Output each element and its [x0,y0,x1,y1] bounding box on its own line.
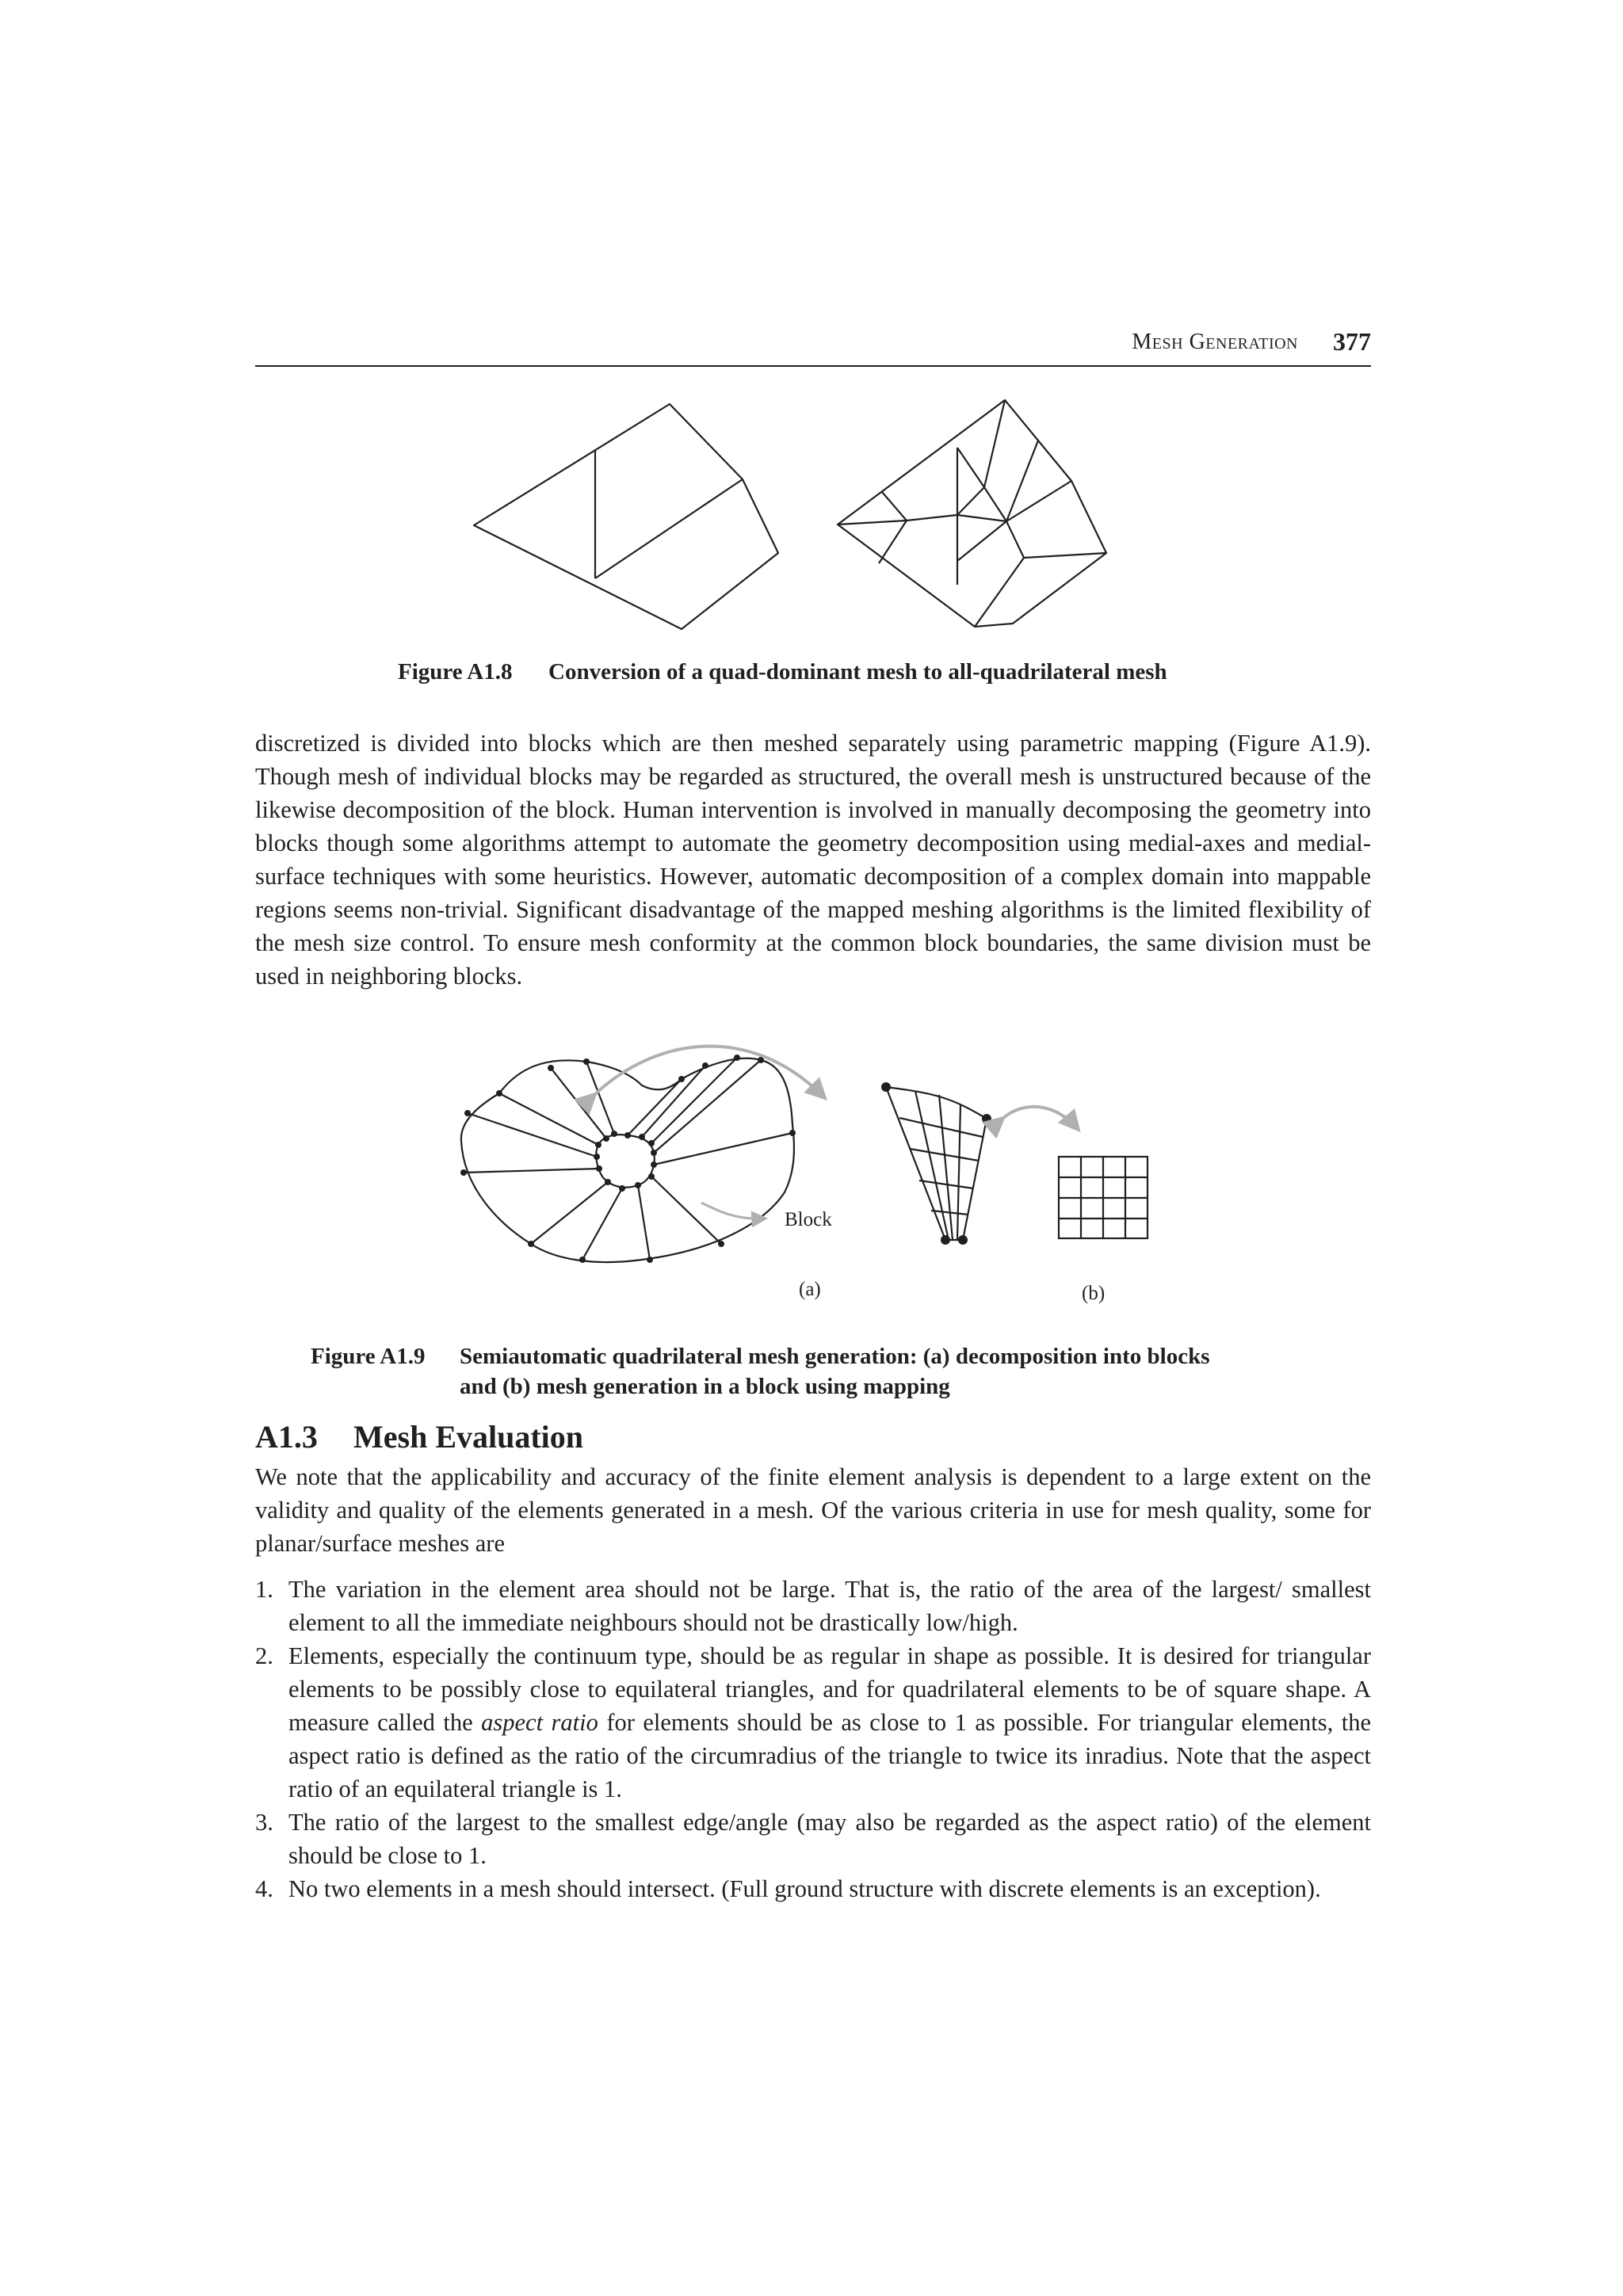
mesh-edge [984,487,1006,521]
list-item-text: Elements, especially the continuum type, should be as regular in shape as possible. It is desired for triangular elements to be possibly close to equilateral triangles, and for quadrilateral elements to be of square shape. A measure called the [288,1642,1371,1736]
section-heading [255,1418,583,1455]
paragraph-text: discretized is divided into blocks which are then meshed separately using parametric mapping (Figure A1.9). Though mesh of individual blocks may be regarded as structured, the overall mesh is unstructured because of the likewise decomposition of the block. Human intervention is involved in manually decomposing the geometry into blocks though some algorithms attempt to automate the geometry decomposition using medial-axes and medial-surface techniques with some heuristics. However, automatic decomposition of a complex domain into mappable regions seems non-trivial. Significant disadvantage of the mapped meshing algorithms is the limited flexibility of the mesh size control. To ensure mesh conformity at the common block boundaries, the same division must be used in neighboring blocks. [255,730,1371,990]
section-intro-text: We note that the applicability and accuracy of the finite element analysis is dependent to a large extent on the validity and quality of the elements generated in a mesh. Of the various criteria in use for mesh quality, some for planar/surface meshes are [255,1463,1371,1557]
figure-a1-9-drawing [444,1030,1205,1315]
section-intro [255,1460,1371,1560]
aspect-ratio-term: aspect ratio [481,1709,598,1736]
mapped-block [886,1087,987,1240]
figure-a1-9-caption [311,1341,1341,1402]
mesh-edge [1006,521,1024,558]
mesh-edge [907,515,957,521]
mesh-outline-left [474,404,778,629]
list-item [255,1573,1371,1639]
figure-a1-8-label: Figure A1.8 [398,659,513,685]
mesh-edge [957,448,984,487]
mesh-edge [879,521,907,563]
list-item [255,1872,1371,1905]
header-rule [255,365,1371,367]
body-paragraph [255,727,1371,993]
figure-a1-9 [444,1030,1205,1315]
mesh-edge [957,515,1006,521]
domain-outline [461,1058,794,1262]
list-item [255,1639,1371,1806]
mesh-edge [1006,441,1038,521]
hole-outline [596,1135,654,1188]
decomposed-domain [461,1058,794,1262]
mesh-edge [595,479,743,578]
mesh-edge [1006,481,1071,521]
mesh-quality-criteria [255,1573,1371,1905]
list-item-text: No two elements in a mesh should intersect. (Full ground structure with discrete elements is an exception). [288,1875,1321,1902]
block-corner-nodes [881,1082,991,1245]
mesh-edge [1024,553,1106,558]
list-item-text: The variation in the element area should not be large. That is, the ratio of the area of the largest/ smallest element to all the immediate neighbours should not be drastically low/high. [288,1576,1371,1636]
block-pointer-arrow [701,1203,765,1219]
sub-label-b: (b) [1082,1283,1106,1304]
list-item-text-cont: for elements should be as close to 1 as possible. For triangular elements, the aspect ratio is defined as the ratio of the circumradius of the triangle to twice its inradius. Note that the aspect ratio of an equilateral triangle is 1. [288,1709,1371,1802]
figure-a1-8-caption-text: Conversion of a quad-dominant mesh to all-quadrilateral mesh [548,659,1167,685]
list-item-text: The ratio of the largest to the smallest edge/angle (may also be regarded as the aspect ratio) of the element should be close to 1. [288,1809,1371,1869]
list-item-number: 3. [255,1809,273,1836]
mesh-edge [957,487,984,515]
mesh-outline-right [838,400,1106,627]
figure-a1-9-caption-line2: and (b) mesh generation in a block using mapping [460,1374,950,1399]
block-label: Block [785,1209,832,1230]
section-title: Mesh Evaluation [353,1419,584,1455]
mapping-arrow-a [594,1046,824,1097]
figure-a1-9-label: Figure A1.9 [311,1344,426,1369]
mesh-edge [882,492,907,521]
list-item-number: 2. [255,1642,273,1669]
header-title: Mesh Generation [1132,330,1298,354]
parametric-grid [1059,1157,1148,1238]
running-header [255,327,1371,364]
figure-a1-8 [460,392,1173,646]
figure-a1-8-drawing [460,392,1173,646]
list-item-number: 1. [255,1576,273,1603]
mapping-arrow-b [1002,1107,1078,1129]
domain-nodes [460,1055,796,1263]
page-number: 377 [1333,327,1371,356]
figure-a1-8-caption [398,657,1167,687]
section-number: A1.3 [255,1419,318,1455]
list-item [255,1806,1371,1872]
mesh-edge [975,558,1024,627]
mesh-edge [838,521,907,524]
mesh-edge [957,521,1006,561]
list-item-number: 4. [255,1875,273,1902]
figure-a1-9-caption-line1: Semiautomatic quadrilateral mesh generation: (a) decomposition into blocks [460,1344,1210,1369]
sub-label-a: (a) [799,1279,821,1300]
